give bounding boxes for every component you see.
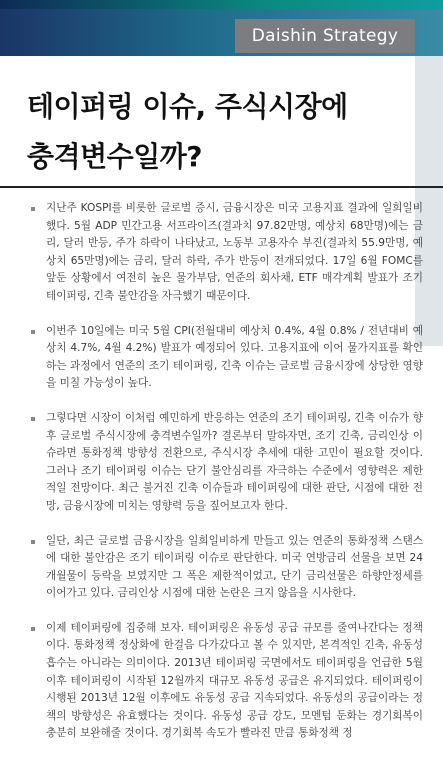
bullet-text: 그렇다면 시장이 이처럼 예민하게 반응하는 연준의 조기 테이퍼링, 긴축 이슈가 향후 글로벌 주식시장에 충격변수일까? 결론부터 말하자면, 조기 긴축, 금리인상 이슈라면 통화정책 방향성 전환으로, 주식시장 추세에 대한 고민이 필요할 것이다. 그러나 조기 테이퍼링 이슈는 단기 불안심리를 자극하는 수준에서 영향력은 제한적일 전망이다. 최근 불거진 긴축 이슈들과 테이퍼링에 대한 판단, 시점에 대한 전망, 금융시장에 미치는 영향력 등을 짚어보고자 한다. [46, 411, 423, 512]
brand-label: Daishin Strategy [235, 19, 415, 53]
title-divider [0, 186, 443, 188]
bullet-item [0, 533, 443, 603]
bullet-text: 일단, 최근 글로벌 금융시장을 일희일비하게 만들고 있는 연준의 통화정책 스탠스에 대한 불안감은 조기 테이퍼링 이슈로 판단한다. 미국 연방금리 선물을 보면 24개월물이 등락을 보였지만 그 폭은 제한적이었고, 단기 금리선물은 하향안정세를 이어가고 있다. 금리인상 시점에 대한 논란은 크지 않음을 시사한다. [46, 534, 423, 600]
page-title [27, 82, 407, 182]
bullet-square-icon [31, 417, 35, 421]
bullet-item [0, 620, 443, 743]
bullet-square-icon [31, 330, 35, 334]
title-line-1: 테이퍼링 이슈, 주식시장에 [27, 90, 348, 123]
bullet-square-icon [31, 207, 35, 211]
bullet-text: 이제 테이퍼링에 집중해 보자. 테이퍼링은 유동성 공급 규모를 줄여나간다는 정책이다. 통화정책 정상화에 한걸음 다가갔다고 볼 수 있지만, 본격적인 긴축, 유동성 흡수는 아니라는 의미이다. 2013년 테이퍼링 국면에서도 테이퍼링을 언급한 5월 이후 테이퍼링이 시작된 12월까지 대규모 유동성 공급은 유지되었다. 테이퍼링이 시행된 2013년 12월 이후에도 유동성 공급 지속되었다. 유동성의 공급이라는 정책의 방향성은 유효했다는 것이다. 유동성 공급 강도, 모멘텀 둔화는 경기회복이 충분히 보완해줄 것이다. 경기회복 속도가 빨라진 만큼 통화정책 정 [46, 621, 423, 740]
bullet-text: 이번주 10일에는 미국 5월 CPI(전월대비 예상치 0.4%, 4월 0.8% / 전년대비 예상치 4.7%, 4월 4.2%) 발표가 예정되어 있다. 고용지표에 이어 물가지표를 확인하는 과정에서 연준의 조기 테이퍼링, 긴축 이슈는 글로벌 금융시장에 상당한 영향을 미칠 가능성이 높다. [46, 324, 423, 390]
bullet-square-icon [31, 540, 35, 544]
bullet-item [0, 410, 443, 516]
bullet-text: 지난주 KOSPI를 비롯한 글로벌 증시, 금융시장은 미국 고용지표 결과에 일희일비했다. 5월 ADP 민간고용 서프라이즈(결과치 97.82만명, 예상치 68만명)에는 금리, 달러 반등, 주가 하락이 나타났고, 노동부 고용자수 부진(결과치 55.9만명, 예상치 65만명)에는 금리, 달러 하락, 주가 반등이 전개되었다. 17일 6월 FOMC를 앞둔 상황에서 여전히 높은 물가부담, 연준의 회사채, ETF 매각계획 발표가 조기 테이퍼링, 긴축 불안감을 자극했기 때문이다. [46, 202, 423, 302]
bullet-list [0, 200, 443, 760]
header-band [0, 0, 443, 56]
title-line-2: 충격변수일까? [27, 140, 203, 173]
bullet-square-icon [31, 627, 35, 631]
bullet-item [0, 323, 443, 393]
bullet-item [0, 200, 443, 306]
